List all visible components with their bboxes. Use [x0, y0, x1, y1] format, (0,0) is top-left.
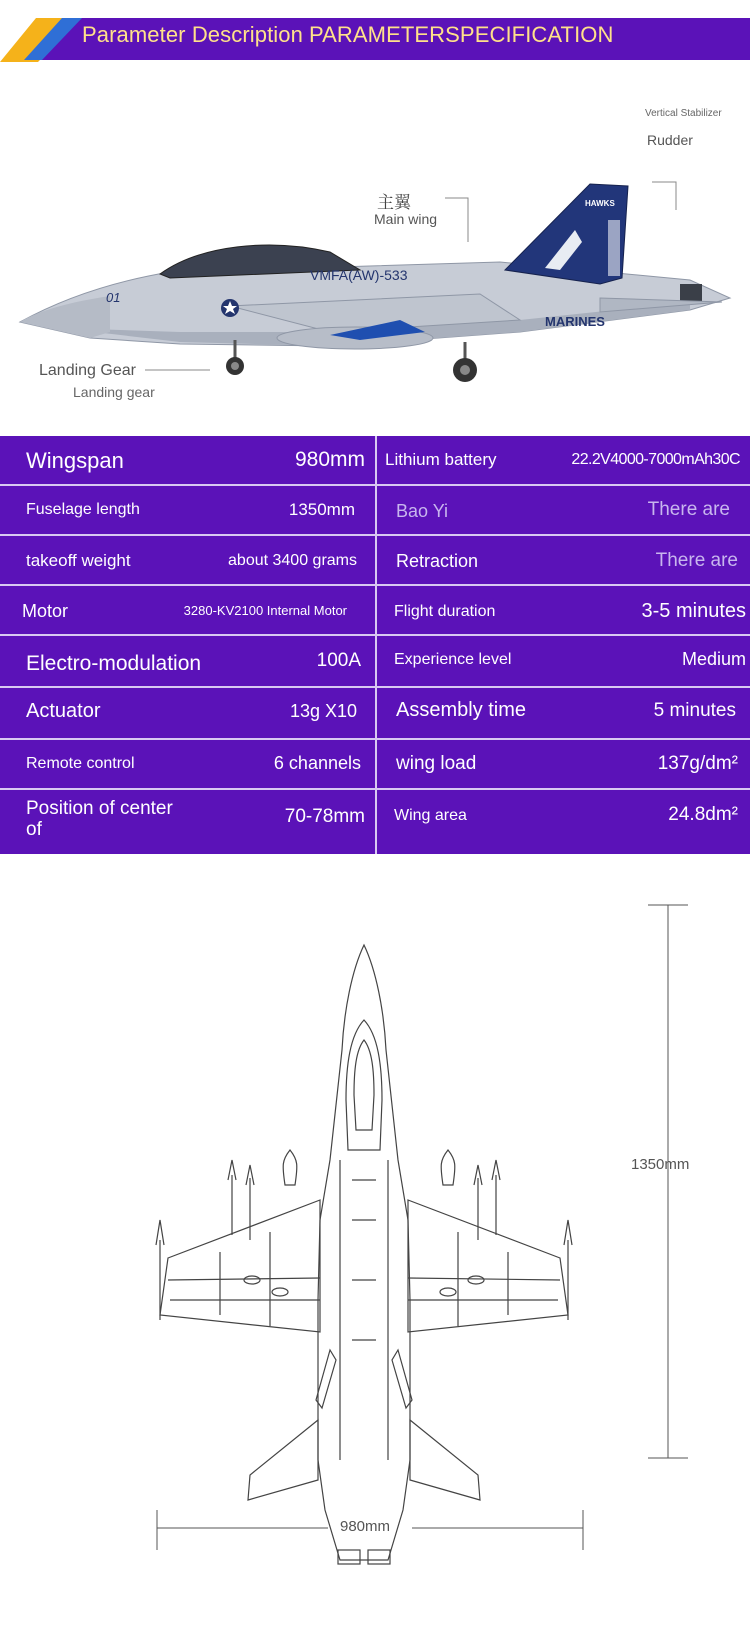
- spec-key-fuselage-length: Fuselage length: [26, 501, 140, 518]
- spec-value-electro-modulation: 100A: [316, 650, 361, 671]
- main-wing-cn-label: 主翼: [377, 193, 411, 212]
- spec-key-motor: Motor: [22, 601, 69, 621]
- spec-key-wing-area: Wing area: [394, 807, 467, 824]
- spec-key-wing-load: wing load: [396, 753, 477, 774]
- spec-key-assembly-time: Assembly time: [396, 699, 527, 721]
- spec-row: [0, 740, 750, 790]
- page-title: [82, 22, 614, 48]
- spec-value-takeoff-weight: about 3400 grams: [228, 552, 357, 569]
- spec-value-remote-control: 6 channels: [273, 753, 361, 773]
- landing-gear-label: Landing Gear: [39, 362, 136, 379]
- spec-row: [0, 436, 750, 486]
- spec-key-battery: Lithium battery: [385, 450, 497, 469]
- spec-key-wingspan: Wingspan: [26, 448, 124, 473]
- spec-row: [0, 536, 750, 586]
- main-wing-label: Main wing: [374, 211, 438, 227]
- spec-value-flight-duration: 3-5 minutes: [641, 600, 746, 622]
- spec-value-assembly-time: 5 minutes: [653, 700, 736, 721]
- spec-key-center-of-gravity: Position of center of: [26, 798, 173, 840]
- top-view-illustration: [0, 860, 750, 1633]
- spec-key-experience-level: Experience level: [394, 651, 512, 668]
- spec-value-motor: 3280-KV2100 Internal Motor: [183, 603, 347, 618]
- title-part-1: Parameter Description: [82, 22, 303, 47]
- spec-value-wing-area: 24.8dm²: [668, 804, 738, 825]
- landing-gear-sub-label: Landing gear: [73, 384, 155, 400]
- spec-value-experience-level: Medium: [681, 649, 746, 669]
- spec-value-center-of-gravity: 70-78mm: [284, 806, 365, 827]
- spec-value-fuselage-length: 1350mm: [288, 500, 355, 519]
- squadron-marking: VMFA(AW)-533: [310, 267, 408, 283]
- spec-key-flight-duration: Flight duration: [394, 603, 496, 620]
- length-dimension-label: 1350mm: [631, 1156, 690, 1173]
- fuselage-marking: MARINES: [545, 314, 605, 329]
- spec-key-takeoff-weight: takeoff weight: [26, 551, 131, 570]
- spec-key-retraction: Retraction: [396, 551, 479, 571]
- spec-key-bao-yi: Bao Yi: [396, 501, 449, 521]
- spec-value-wing-load: 137g/dm²: [657, 753, 738, 774]
- vertical-stabilizer-label: Vertical Stabilizer: [645, 108, 722, 119]
- spec-value-actuator: 13g X10: [289, 701, 357, 721]
- side-view-illustration: [0, 70, 750, 430]
- spec-row: [0, 486, 750, 536]
- spec-key-electro-modulation: Electro-modulation: [26, 652, 202, 675]
- spec-row: [0, 688, 750, 738]
- spec-row: [0, 636, 750, 686]
- spec-key-actuator: Actuator: [26, 700, 101, 722]
- spec-value-bao-yi: There are: [647, 499, 730, 520]
- spec-value-retraction: There are: [655, 550, 738, 571]
- spec-row: [0, 586, 750, 636]
- spec-key-remote-control: Remote control: [26, 755, 135, 772]
- span-dimension-label: 980mm: [340, 1518, 391, 1535]
- title-part-2: PARAMETERSPECIFICATION: [308, 22, 614, 47]
- spec-row: [0, 790, 750, 854]
- nose-number: 01: [106, 290, 121, 305]
- spec-value-wingspan: 980mm: [294, 448, 365, 471]
- tail-marking: HAWKS: [585, 199, 615, 208]
- rudder-label: Rudder: [647, 132, 693, 148]
- spec-value-battery: 22.2V4000-7000mAh30C: [571, 451, 740, 468]
- header-banner: [0, 0, 750, 62]
- spec-table: [0, 436, 750, 854]
